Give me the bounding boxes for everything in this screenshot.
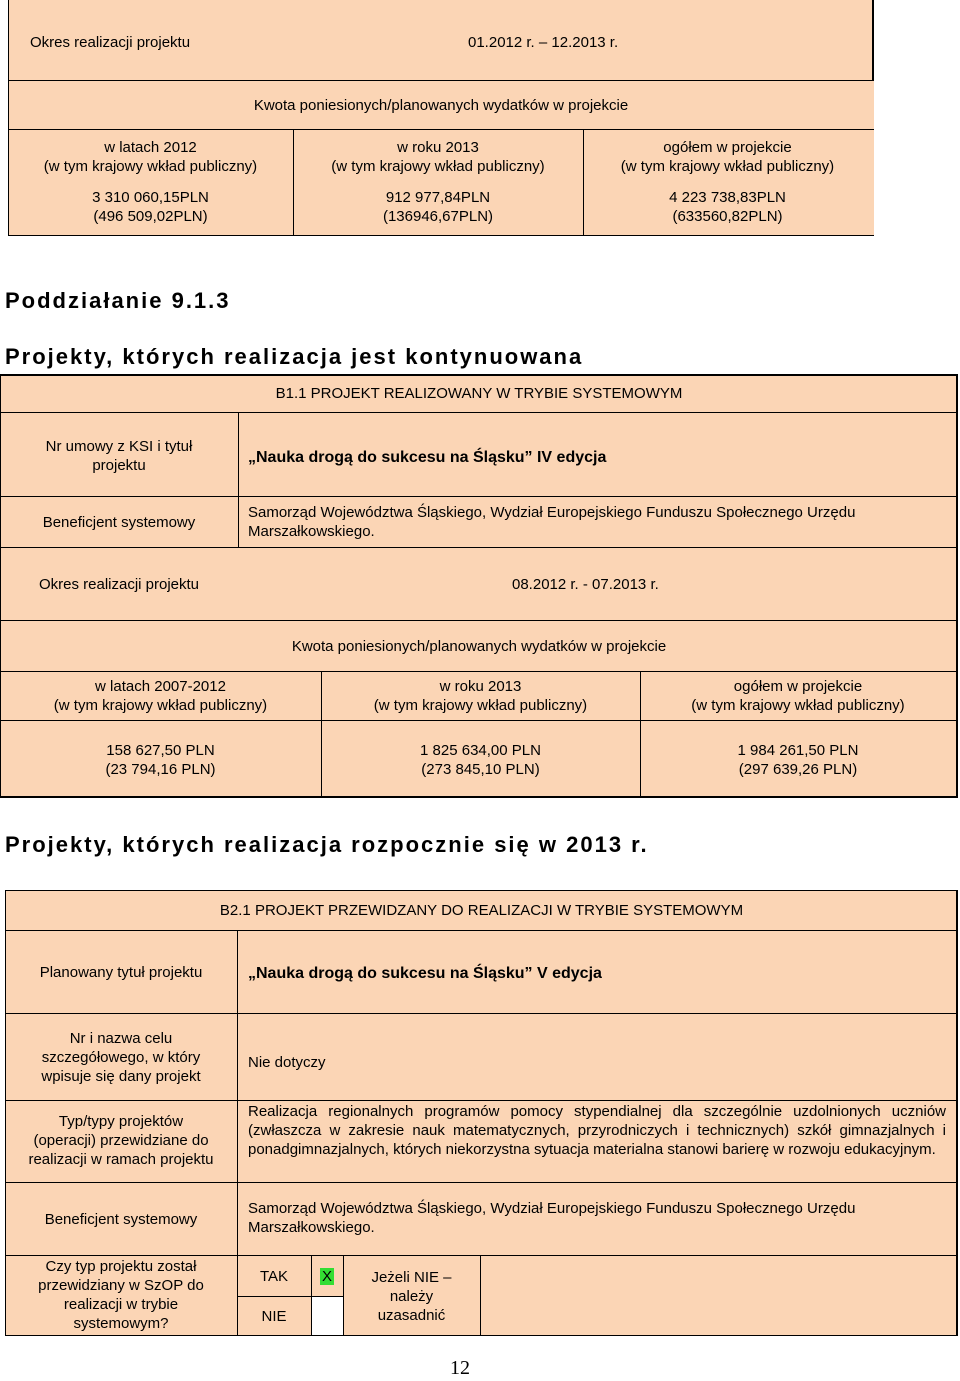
b2-objective-label-1: Nr i nazwa celu xyxy=(69,1030,173,1047)
b1-contract-value: „Nauka drogą do sukcesu na Śląsku” IV edycja xyxy=(248,449,607,466)
b1-col-3-header xyxy=(640,677,956,715)
b2-szop-label-4: systemowym? xyxy=(73,1315,169,1332)
top-col-3-value-2: (633560,82PLN) xyxy=(672,208,783,225)
top-col-2 xyxy=(293,138,583,226)
b1-bottom-border xyxy=(0,796,958,798)
b1-title-text: B1.1 PROJEKT REALIZOWANY W TRYBIE SYSTEMOWYM xyxy=(275,384,683,402)
b2-planned-title-value: „Nauka drogą do sukcesu na Śląsku” V edycja xyxy=(248,965,602,982)
b2-szop-label-2: przewidziany w SzOP do xyxy=(38,1277,204,1294)
b1-beneficiary-label: Beneficjent systemowy xyxy=(42,513,196,531)
top-bottom-border xyxy=(8,235,874,236)
b1-top-border xyxy=(0,374,958,376)
b2-no-label: NIE xyxy=(261,1307,287,1325)
b2-szop-label-1: Czy typ projektu został xyxy=(45,1258,197,1275)
b2-if-no-3: uzasadnić xyxy=(377,1307,446,1324)
b1-col-2-values xyxy=(321,741,640,779)
b2-beneficiary-value: Samorząd Województwa Śląskiego, Wydział Europejskiego Funduszu Społecznego Urzędu Marszałkowskiego. xyxy=(248,1200,856,1236)
b1-period-value: 08.2012 r. - 07.2013 r. xyxy=(512,575,659,593)
b1-cost-header-bottom xyxy=(0,671,958,672)
b2-szop-label-3: realizacji w trybie xyxy=(63,1296,179,1313)
b2-objective-bottom xyxy=(5,1100,958,1101)
b2-bottom-border xyxy=(5,1335,958,1336)
b2-szop-div-3 xyxy=(480,1256,481,1336)
b2-types-label xyxy=(5,1112,237,1169)
b1-col-1-header xyxy=(0,677,321,715)
b1-contract-label-1: Nr umowy z KSI i tytuł xyxy=(45,438,193,455)
top-period-value: 01.2012 r. – 12.2013 r. xyxy=(468,33,619,51)
b2-objective-value: Nie dotyczy xyxy=(248,1053,326,1071)
b2-types-label-1: Typ/typy projektów xyxy=(58,1113,184,1130)
b1-title xyxy=(0,378,958,408)
b1-col-2-label-2: (w tym krajowy wkład publiczny) xyxy=(373,697,588,714)
top-col-2-value-1: 912 977,84PLN xyxy=(385,189,491,206)
b2-if-no-2: należy xyxy=(389,1288,434,1305)
b2-yes-mark-cell xyxy=(311,1256,343,1296)
top-period-label: Okres realizacji projektu xyxy=(30,33,191,51)
b1-col-1-value-2: (23 794,16 PLN) xyxy=(105,761,216,778)
b1-beneficiary-value: Samorząd Województwa Śląskiego, Wydział Europejskiego Funduszu Społecznego Urzędu Marszałkowskiego. xyxy=(248,504,856,540)
b2-types-label-2: (operacji) przewidziane do xyxy=(33,1132,209,1149)
b1-col-1-value-1: 158 627,50 PLN xyxy=(106,742,215,759)
b2-planned-bottom xyxy=(5,1013,958,1014)
b1-col-1-values xyxy=(0,741,321,779)
b1-col-1-label-2: (w tym krajowy wkład publiczny) xyxy=(53,697,268,714)
b1-col-3-label-2: (w tym krajowy wkład publiczny) xyxy=(691,697,905,714)
b1-col-3-value-2: (297 639,26 PLN) xyxy=(738,761,858,778)
top-col-1-label-1: w latach 2012 xyxy=(104,139,197,156)
top-col-2-label-2: (w tym krajowy wkład publiczny) xyxy=(331,158,545,175)
b2-yes-label: TAK xyxy=(259,1267,289,1285)
b1-contract-label xyxy=(0,437,238,475)
b2-if-no xyxy=(343,1268,480,1325)
b1-right-border xyxy=(956,374,958,798)
b1-cost-header: Kwota poniesionych/planowanych wydatków w projekcie xyxy=(291,637,667,655)
top-col-1-value-2: (496 509,02PLN) xyxy=(93,208,208,225)
b2-no-mark xyxy=(311,1296,343,1336)
top-col-3 xyxy=(583,138,872,226)
b2-objective-label-2: szczegółowego, w który xyxy=(41,1049,201,1066)
top-col-1 xyxy=(8,138,293,226)
b1-col-2-label-1: w roku 2013 xyxy=(439,678,522,695)
top-col-2-value-2: (136946,67PLN) xyxy=(382,208,494,225)
b1-col-3-value-1: 1 984 261,50 PLN xyxy=(737,742,859,759)
b2-beneficiary-bottom xyxy=(5,1255,958,1256)
heading-starting: Projekty, których realizacja rozpocznie się w 2013 r. xyxy=(5,832,649,857)
b1-contract-label-2: projektu xyxy=(92,457,146,474)
top-col-2-label-1: w roku 2013 xyxy=(397,139,479,156)
b2-types-label-3: realizacji w ramach projektu xyxy=(28,1151,214,1168)
top-col-1-value-1: 3 310 060,15PLN xyxy=(92,189,209,206)
b2-planned-title-label: Planowany tytuł projektu xyxy=(39,963,203,981)
b1-col-3-label-1: ogółem w projekcie xyxy=(733,678,863,695)
b1-col-3-values xyxy=(640,741,956,779)
b1-col-1-label-1: w latach 2007-2012 xyxy=(95,678,226,695)
page-number: 12 xyxy=(450,1356,470,1379)
top-cost-header xyxy=(8,80,874,130)
top-left-border xyxy=(8,0,9,80)
top-col-1-label-2: (w tym krajowy wkład publiczny) xyxy=(43,158,258,175)
top-col-3-label-2: (w tym krajowy wkład publiczny) xyxy=(620,158,835,175)
b2-title: B2.1 PROJEKT PRZEWIDZANY DO REALIZACJI W TRYBIE SYSTEMOWYM xyxy=(219,901,744,919)
top-cost-header-text: Kwota poniesionych/planowanych wydatków w projekcie xyxy=(253,96,629,114)
b1-period-label: Okres realizacji projektu xyxy=(38,575,200,593)
b2-objective-label-3: wpisuje się dany projekt xyxy=(41,1068,201,1085)
b1-col-2-value-2: (273 845,10 PLN) xyxy=(421,761,540,778)
heading-continued: Projekty, których realizacja jest kontynuowana xyxy=(5,344,584,369)
top-col-3-label-1: ogółem w projekcie xyxy=(663,139,792,156)
b2-right-border xyxy=(956,890,958,1336)
b2-beneficiary-label: Beneficjent systemowy xyxy=(44,1210,198,1228)
b1-title-bottom xyxy=(0,412,958,413)
b1-label-divider xyxy=(238,412,239,548)
b2-if-no-1: Jeżeli NIE – xyxy=(371,1269,452,1286)
b1-col-header-bottom xyxy=(0,720,958,721)
b2-types-value: Realizacja regionalnych programów pomocy stypendialnej dla szczególnie uzdolnionych uczniów (zwłaszcza w zakresie nauk matematycznych, przyrodniczych i technicznych) szkół gimnazjalnych i ponadgimnazjalnych, których niekorzystna sytuacja materialna stanowi barierę w rozwoju edukacyjnym. xyxy=(248,1103,946,1158)
b2-objective-label xyxy=(5,1029,237,1086)
b2-yes-mark: X xyxy=(321,1267,332,1285)
top-col-3-value-1: 4 223 738,83PLN xyxy=(669,189,786,206)
b2-szop-label xyxy=(5,1257,237,1333)
b1-col-2-header xyxy=(321,677,640,715)
b2-top-border xyxy=(5,890,958,891)
b1-col-2-value-1: 1 825 634,00 PLN xyxy=(420,742,541,759)
heading-sub-measure: Poddziałanie 9.1.3 xyxy=(5,288,231,313)
